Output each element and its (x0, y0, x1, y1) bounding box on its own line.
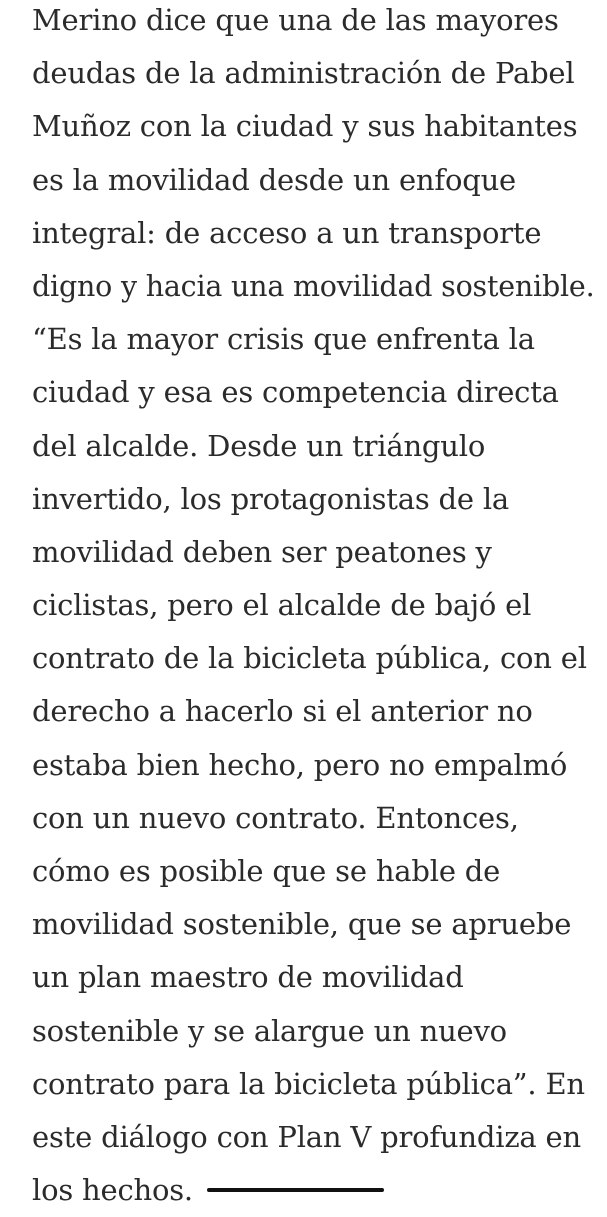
paragraph-line: del alcalde. Desde un triángulo (32, 428, 486, 463)
paragraph-line: Muñoz con la ciudad y sus habitantes (32, 109, 578, 144)
paragraph-line: con un nuevo contrato. Entonces, (32, 800, 519, 835)
paragraph-line: ciclistas, pero el alcalde de bajó el (32, 588, 532, 623)
paragraph-line: movilidad sostenible, que se apruebe (32, 907, 572, 942)
paragraph-line: deudas de la administración de Pabel (32, 56, 575, 91)
paragraph-line: digno y hacia una movilidad sostenible. (32, 269, 595, 303)
paragraph-line: cómo es posible que se hable de (32, 854, 501, 888)
paragraph-line: contrato de la bicicleta pública, con el (32, 641, 587, 676)
paragraph-line: estaba bien hecho, pero no empalmó (32, 747, 568, 782)
paragraph-line: este diálogo con Plan V profundiza en (32, 1119, 581, 1154)
paragraph-line: “Es la mayor crisis que enfrenta la (32, 322, 535, 357)
paragraph-line: un plan maestro de movilidad (32, 960, 464, 995)
paragraph-line: invertido, los protagonistas de la (32, 481, 510, 516)
paragraph-line: sostenible y se alargue un nuevo (32, 1013, 507, 1048)
paragraph-line: movilidad deben ser peatones y (32, 534, 492, 569)
paragraph-line: derecho a hacerlo si el anterior no (32, 694, 533, 729)
article-end-rule (207, 1188, 384, 1192)
paragraph-line: es la movilidad desde un enfoque (32, 162, 517, 197)
article-paragraph (32, 0, 595, 1217)
paragraph-last-line (32, 1164, 592, 1217)
paragraph-line: contrato para la bicicleta pública”. En (32, 1066, 585, 1101)
paragraph-line: Merino dice que una de las mayores (32, 3, 559, 37)
paragraph-line-text: los hechos. (32, 1173, 193, 1208)
paragraph-line: ciudad y esa es competencia directa (32, 375, 559, 410)
paragraph-line: integral: de acceso a un transporte (32, 215, 542, 250)
